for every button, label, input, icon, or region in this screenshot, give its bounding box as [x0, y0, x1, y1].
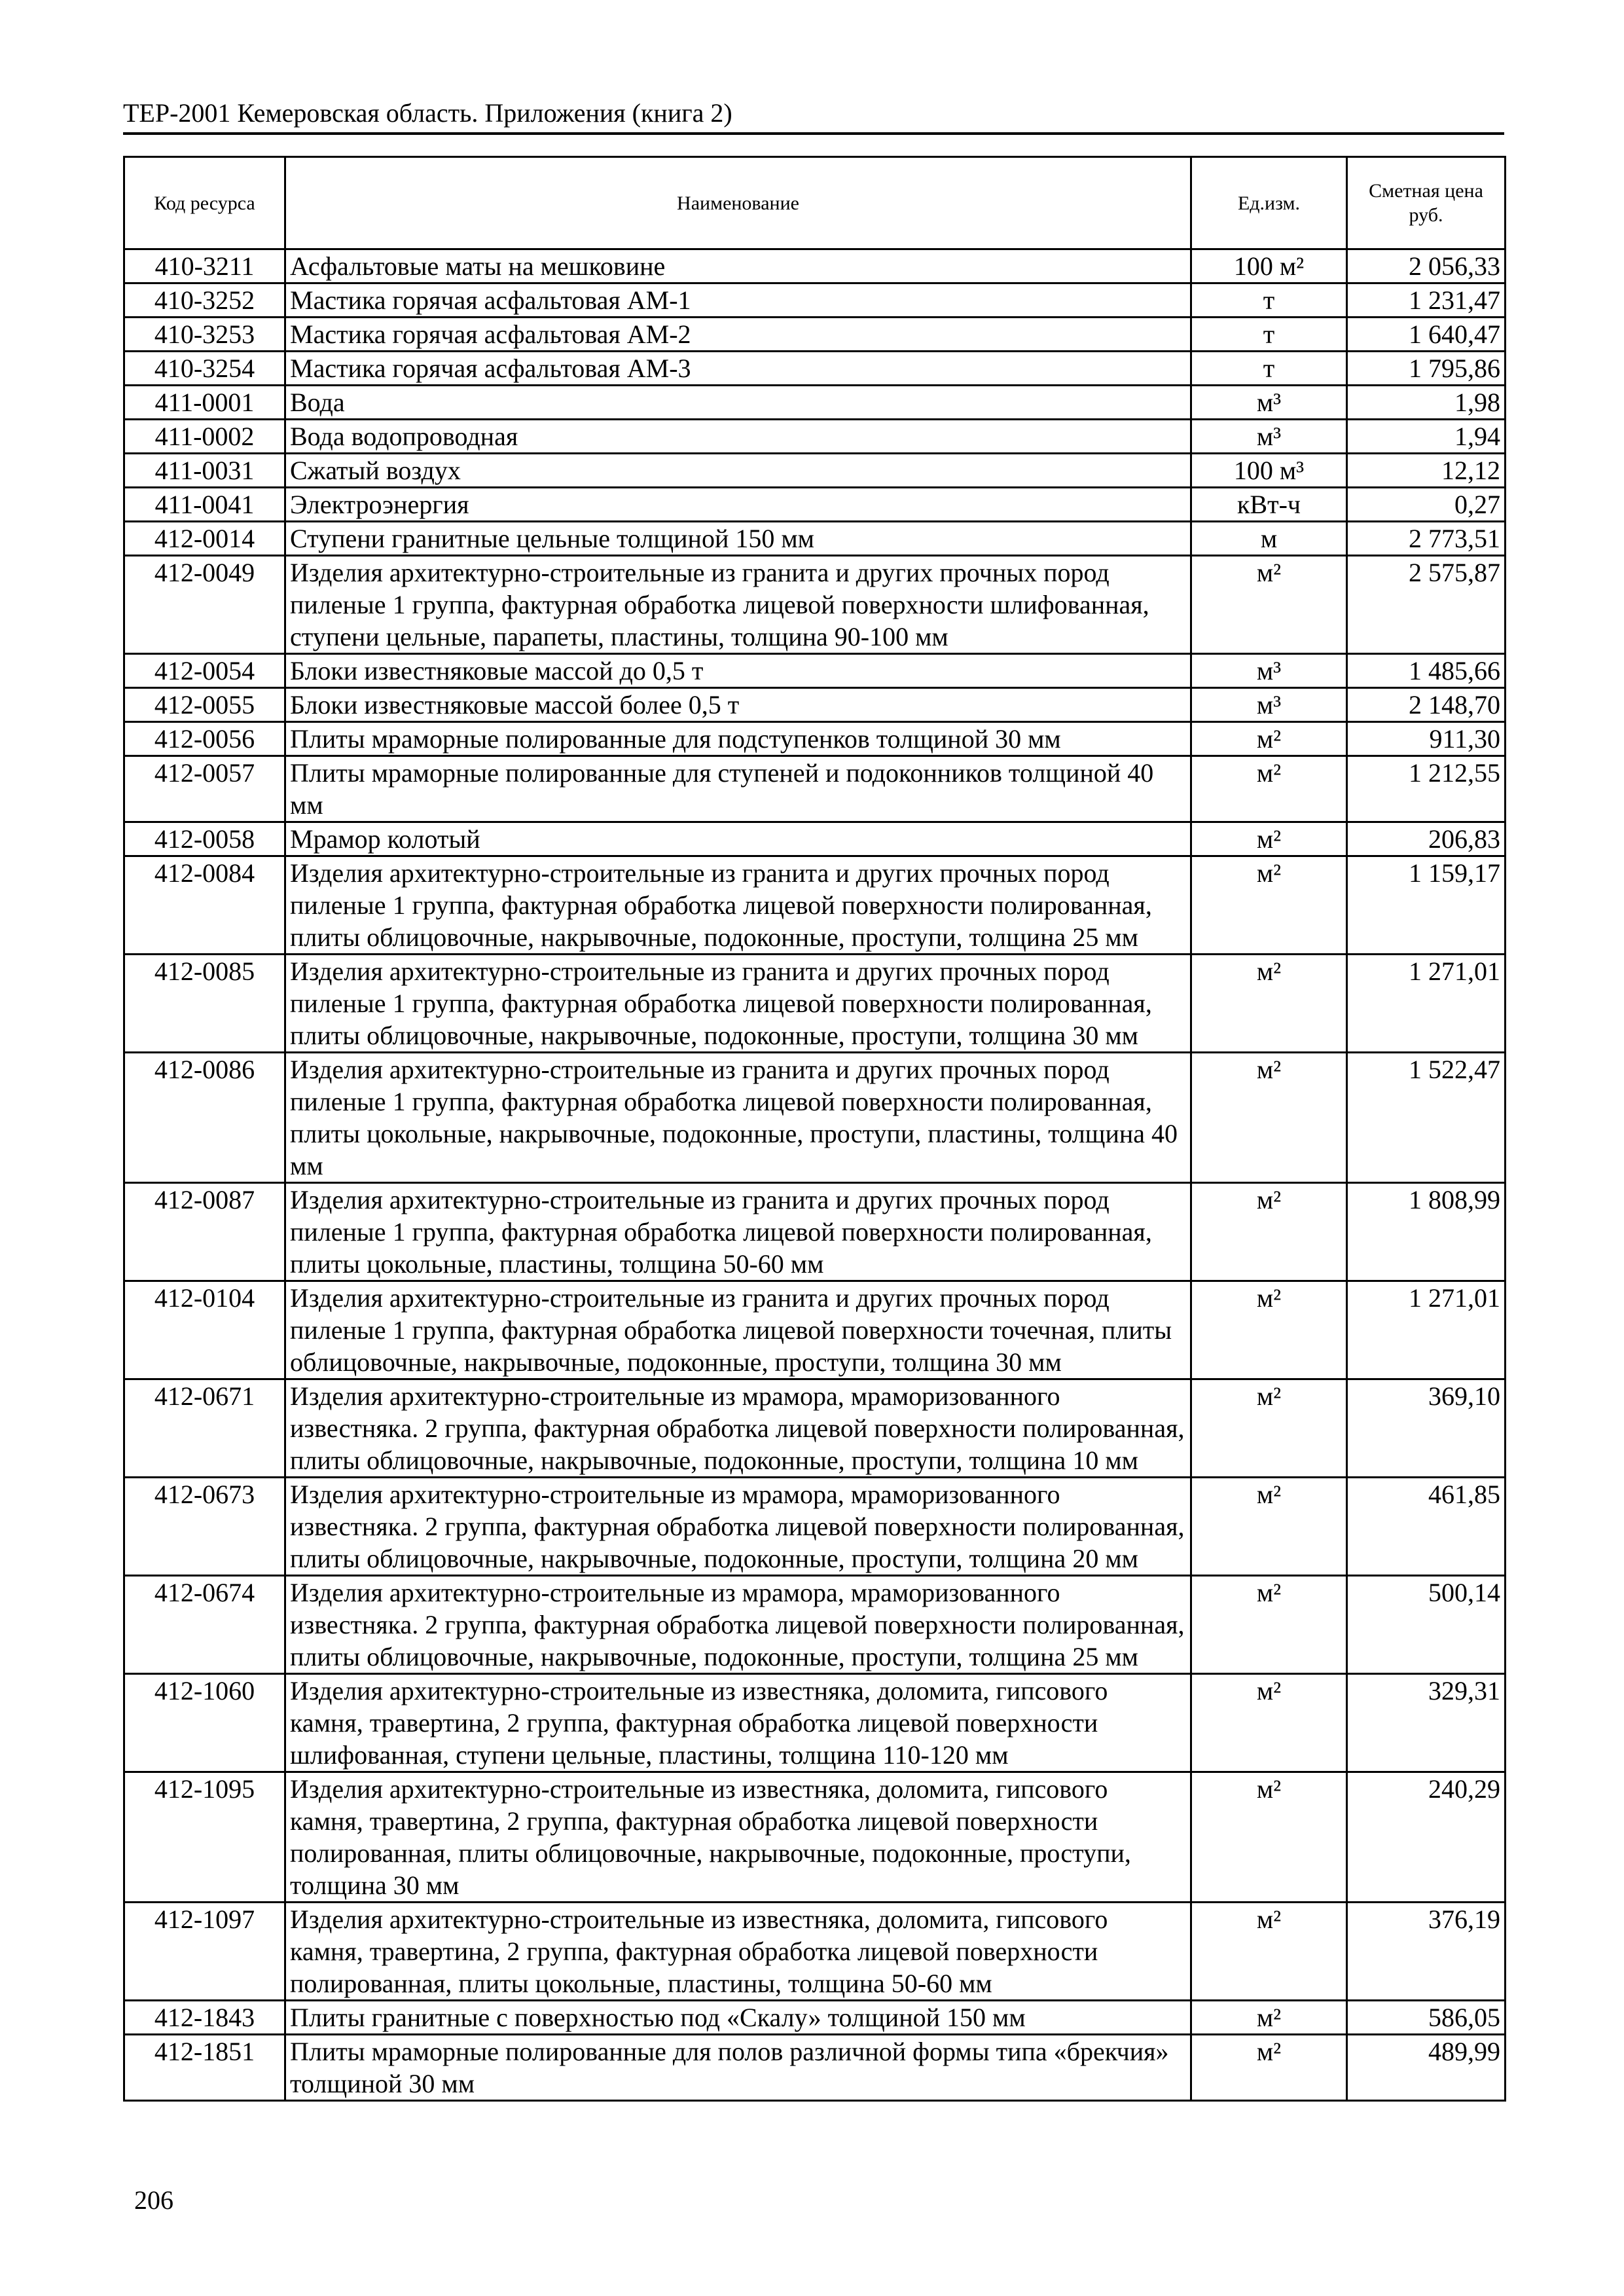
resource-name-cell: Мастика горячая асфальтовая АМ-3	[285, 352, 1191, 386]
table-row	[124, 1576, 1506, 1674]
unit-cell: 100 м²	[1191, 249, 1347, 283]
table-row	[124, 352, 1506, 386]
resource-code-cell: 412-0054	[124, 654, 285, 688]
resource-code-cell: 410-3252	[124, 283, 285, 318]
page-header	[123, 97, 1504, 135]
unit-cell: м²	[1191, 822, 1347, 856]
table-row	[124, 249, 1506, 283]
resource-code-cell: 411-0031	[124, 454, 285, 488]
resource-code-cell: 412-0086	[124, 1053, 285, 1183]
table-row	[124, 756, 1506, 822]
price-cell: 1,94	[1347, 420, 1506, 454]
price-cell: 1 795,86	[1347, 352, 1506, 386]
price-cell: 2 148,70	[1347, 688, 1506, 722]
price-cell: 2 575,87	[1347, 556, 1506, 654]
unit-cell: м³	[1191, 420, 1347, 454]
table-row	[124, 386, 1506, 420]
price-cell: 1 271,01	[1347, 955, 1506, 1053]
resource-code-cell: 412-1843	[124, 2001, 285, 2035]
column-header-unit: Ед.изм.	[1191, 157, 1347, 249]
resource-name-cell: Изделия архитектурно-строительные из мрамора, мраморизованного известняка. 2 группа, фактурная обработка лицевой поверхности полированная, плиты облицовочные, накрывочные, подоконные, проступи, толщина 10 мм	[285, 1379, 1191, 1478]
resource-name-cell: Мастика горячая асфальтовая АМ-2	[285, 318, 1191, 352]
resource-name-cell: Ступени гранитные цельные толщиной 150 мм	[285, 522, 1191, 556]
resource-code-cell: 412-0087	[124, 1183, 285, 1281]
table-row	[124, 722, 1506, 756]
unit-cell: м²	[1191, 556, 1347, 654]
resource-code-cell: 412-0673	[124, 1478, 285, 1576]
price-cell: 911,30	[1347, 722, 1506, 756]
resource-code-cell: 412-0671	[124, 1379, 285, 1478]
resource-name-cell: Изделия архитектурно-строительные из гранита и других прочных пород пиленые 1 группа, фактурная обработка лицевой поверхности полированная, плиты облицовочные, накрывочные, подоконные, проступи, толщина 30 мм	[285, 955, 1191, 1053]
resource-name-cell: Изделия архитектурно-строительные из мрамора, мраморизованного известняка. 2 группа, фактурная обработка лицевой поверхности полированная, плиты облицовочные, накрывочные, подоконные, проступи, толщина 25 мм	[285, 1576, 1191, 1674]
table-row	[124, 1053, 1506, 1183]
column-header-code: Код ресурса	[124, 157, 285, 249]
unit-cell: м²	[1191, 1379, 1347, 1478]
table-row	[124, 1772, 1506, 1903]
table-row	[124, 283, 1506, 318]
table-header-row	[124, 157, 1506, 249]
unit-cell: м²	[1191, 1478, 1347, 1576]
table-row	[124, 454, 1506, 488]
resource-code-cell: 412-0085	[124, 955, 285, 1053]
unit-cell: м²	[1191, 1053, 1347, 1183]
resource-code-cell: 412-0057	[124, 756, 285, 822]
table-row	[124, 318, 1506, 352]
price-cell: 1 212,55	[1347, 756, 1506, 822]
table-row	[124, 822, 1506, 856]
unit-cell: м²	[1191, 1183, 1347, 1281]
price-cell: 1 808,99	[1347, 1183, 1506, 1281]
resource-name-cell: Изделия архитектурно-строительные из мрамора, мраморизованного известняка. 2 группа, фактурная обработка лицевой поверхности полированная, плиты облицовочные, накрывочные, подоконные, проступи, толщина 20 мм	[285, 1478, 1191, 1576]
price-cell: 500,14	[1347, 1576, 1506, 1674]
price-cell: 2 056,33	[1347, 249, 1506, 283]
resource-name-cell: Изделия архитектурно-строительные из известняка, доломита, гипсового камня, травертина, 2 группа, фактурная обработка лицевой поверхности полированная, плиты цокольные, пластины, толщина 50-60 мм	[285, 1903, 1191, 2001]
resource-code-cell: 412-0055	[124, 688, 285, 722]
unit-cell: т	[1191, 352, 1347, 386]
resource-name-cell: Плиты гранитные с поверхностью под «Скалу» толщиной 150 мм	[285, 2001, 1191, 2035]
unit-cell: кВт-ч	[1191, 488, 1347, 522]
table-row	[124, 2001, 1506, 2035]
table-row	[124, 955, 1506, 1053]
unit-cell: м²	[1191, 2035, 1347, 2101]
resource-code-cell: 412-0084	[124, 856, 285, 955]
unit-cell: м²	[1191, 1903, 1347, 2001]
unit-cell: м³	[1191, 688, 1347, 722]
unit-cell: м	[1191, 522, 1347, 556]
unit-cell: т	[1191, 283, 1347, 318]
unit-cell: м³	[1191, 386, 1347, 420]
resource-name-cell: Блоки известняковые массой до 0,5 т	[285, 654, 1191, 688]
price-cell: 489,99	[1347, 2035, 1506, 2101]
resource-name-cell: Мрамор колотый	[285, 822, 1191, 856]
price-cell: 240,29	[1347, 1772, 1506, 1903]
price-cell: 1 640,47	[1347, 318, 1506, 352]
resource-code-cell: 412-0058	[124, 822, 285, 856]
resource-code-cell: 411-0001	[124, 386, 285, 420]
resource-code-cell: 412-1095	[124, 1772, 285, 1903]
table-row	[124, 2035, 1506, 2101]
table-row	[124, 688, 1506, 722]
resource-code-cell: 412-0104	[124, 1281, 285, 1379]
unit-cell: м²	[1191, 856, 1347, 955]
resource-code-cell: 412-1851	[124, 2035, 285, 2101]
table-row	[124, 1903, 1506, 2001]
resource-name-cell: Вода	[285, 386, 1191, 420]
table-body	[124, 249, 1506, 2101]
resource-name-cell: Изделия архитектурно-строительные из гранита и других прочных пород пиленые 1 группа, фактурная обработка лицевой поверхности полированная, плиты цокольные, пластины, толщина 50-60 мм	[285, 1183, 1191, 1281]
resource-name-cell: Изделия архитектурно-строительные из гранита и других прочных пород пиленые 1 группа, фактурная обработка лицевой поверхности полированная, плиты облицовочные, накрывочные, подоконные, проступи, толщина 25 мм	[285, 856, 1191, 955]
resource-name-cell: Плиты мраморные полированные для полов различной формы типа «брекчия» толщиной 30 мм	[285, 2035, 1191, 2101]
unit-cell: м²	[1191, 722, 1347, 756]
resource-price-table	[123, 156, 1506, 2102]
table-row	[124, 488, 1506, 522]
price-cell: 2 773,51	[1347, 522, 1506, 556]
resource-name-cell: Изделия архитектурно-строительные из гранита и других прочных пород пиленые 1 группа, фактурная обработка лицевой поверхности шлифованная, ступени цельные, парапеты, пластины, толщина 90-100 мм	[285, 556, 1191, 654]
price-cell: 461,85	[1347, 1478, 1506, 1576]
resource-code-cell: 412-0014	[124, 522, 285, 556]
price-cell: 586,05	[1347, 2001, 1506, 2035]
resource-name-cell: Мастика горячая асфальтовая АМ-1	[285, 283, 1191, 318]
price-cell: 1 231,47	[1347, 283, 1506, 318]
column-header-price: Сметная цена руб.	[1347, 157, 1506, 249]
unit-cell: 100 м³	[1191, 454, 1347, 488]
resource-name-cell: Асфальтовые маты на мешковине	[285, 249, 1191, 283]
column-header-name: Наименование	[285, 157, 1191, 249]
price-cell: 369,10	[1347, 1379, 1506, 1478]
price-cell: 0,27	[1347, 488, 1506, 522]
unit-cell: м²	[1191, 1772, 1347, 1903]
resource-name-cell: Изделия архитектурно-строительные из гранита и других прочных пород пиленые 1 группа, фактурная обработка лицевой поверхности полированная, плиты цокольные, накрывочные, подоконные, проступи, пластины, толщина 40 мм	[285, 1053, 1191, 1183]
table-row	[124, 1478, 1506, 1576]
table-row	[124, 556, 1506, 654]
table-row	[124, 522, 1506, 556]
unit-cell: м²	[1191, 1576, 1347, 1674]
resource-name-cell: Сжатый воздух	[285, 454, 1191, 488]
table-row	[124, 1674, 1506, 1772]
resource-code-cell: 412-0056	[124, 722, 285, 756]
resource-name-cell: Плиты мраморные полированные для ступеней и подоконников толщиной 40 мм	[285, 756, 1191, 822]
price-cell: 12,12	[1347, 454, 1506, 488]
unit-cell: м²	[1191, 2001, 1347, 2035]
table-row	[124, 856, 1506, 955]
resource-code-cell: 412-0674	[124, 1576, 285, 1674]
price-cell: 1 271,01	[1347, 1281, 1506, 1379]
resource-code-cell: 410-3254	[124, 352, 285, 386]
unit-cell: м²	[1191, 955, 1347, 1053]
resource-name-cell: Изделия архитектурно-строительные из известняка, доломита, гипсового камня, травертина, 2 группа, фактурная обработка лицевой поверхности полированная, плиты облицовочные, накрывочные, подоконные, проступи, толщина 30 мм	[285, 1772, 1191, 1903]
price-cell: 329,31	[1347, 1674, 1506, 1772]
unit-cell: м²	[1191, 1674, 1347, 1772]
document-title: ТЕР-2001 Кемеровская область. Приложения (книга 2)	[123, 98, 732, 128]
unit-cell: т	[1191, 318, 1347, 352]
resource-code-cell: 412-1060	[124, 1674, 285, 1772]
unit-cell: м²	[1191, 1281, 1347, 1379]
table-row	[124, 1281, 1506, 1379]
resource-name-cell: Плиты мраморные полированные для подступенков толщиной 30 мм	[285, 722, 1191, 756]
page-number: 206	[134, 2185, 173, 2215]
table-row	[124, 654, 1506, 688]
table-row	[124, 1183, 1506, 1281]
resource-name-cell: Вода водопроводная	[285, 420, 1191, 454]
unit-cell: м²	[1191, 756, 1347, 822]
resource-code-cell: 411-0002	[124, 420, 285, 454]
resource-code-cell: 411-0041	[124, 488, 285, 522]
resource-name-cell: Электроэнергия	[285, 488, 1191, 522]
price-cell: 376,19	[1347, 1903, 1506, 2001]
resource-code-cell: 412-1097	[124, 1903, 285, 2001]
resource-name-cell: Изделия архитектурно-строительные из гранита и других прочных пород пиленые 1 группа, фактурная обработка лицевой поверхности точечная, плиты облицовочные, накрывочные, подоконные, проступи, толщина 30 мм	[285, 1281, 1191, 1379]
price-cell: 1 485,66	[1347, 654, 1506, 688]
resource-code-cell: 412-0049	[124, 556, 285, 654]
price-cell: 1,98	[1347, 386, 1506, 420]
resource-name-cell: Блоки известняковые массой более 0,5 т	[285, 688, 1191, 722]
resource-name-cell: Изделия архитектурно-строительные из известняка, доломита, гипсового камня, травертина, 2 группа, фактурная обработка лицевой поверхности шлифованная, ступени цельные, пластины, толщина 110-120 мм	[285, 1674, 1191, 1772]
table-row	[124, 420, 1506, 454]
resource-code-cell: 410-3253	[124, 318, 285, 352]
resource-code-cell: 410-3211	[124, 249, 285, 283]
unit-cell: м³	[1191, 654, 1347, 688]
price-cell: 1 159,17	[1347, 856, 1506, 955]
table-row	[124, 1379, 1506, 1478]
price-cell: 1 522,47	[1347, 1053, 1506, 1183]
price-cell: 206,83	[1347, 822, 1506, 856]
